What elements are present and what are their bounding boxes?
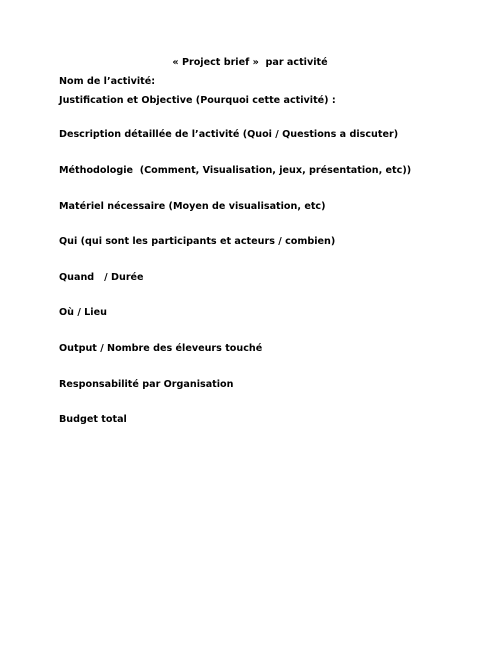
- field-output: Output / Nombre des éleveurs touché: [59, 343, 263, 354]
- field-methodology: Méthodologie (Comment, Visualisation, jeux, présentation, etc)): [59, 165, 412, 176]
- field-responsibility: Responsabilité par Organisation: [59, 379, 234, 390]
- field-participants: Qui (qui sont les participants et acteurs / combien): [59, 236, 336, 247]
- field-detailed-description: Description détaillée de l’activité (Quoi / Questions a discuter): [59, 129, 399, 140]
- field-justification-objective: Justification et Objective (Pourquoi cette activité) :: [59, 95, 336, 106]
- field-budget-total: Budget total: [59, 414, 127, 425]
- document-title: « Project brief » par activité: [172, 57, 328, 68]
- field-location: Où / Lieu: [59, 307, 107, 318]
- field-when-duration: Quand / Durée: [59, 272, 144, 283]
- field-activity-name: Nom de l’activité:: [59, 76, 156, 87]
- field-required-material: Matériel nécessaire (Moyen de visualisation, etc): [59, 201, 326, 212]
